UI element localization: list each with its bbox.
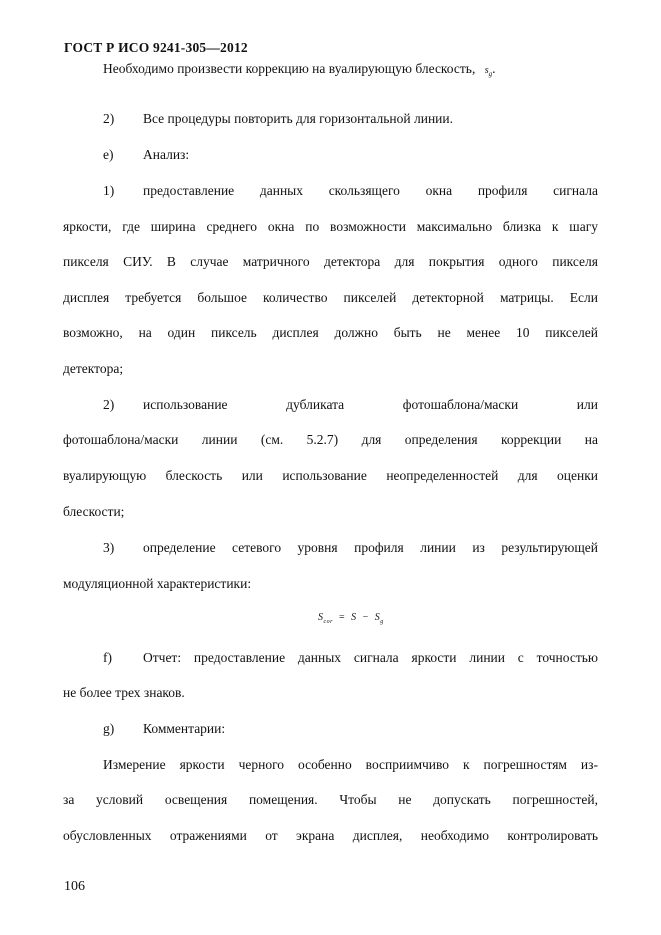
paragraph-line: вуалирующую блескость или использование неопределенностей для оценки — [63, 468, 598, 483]
paragraph-line: дисплея требуется большое количество пикселей детекторной матрицы. Если — [63, 290, 598, 305]
list-item-text: Комментарии: — [143, 721, 226, 736]
list-number: 2) — [103, 397, 115, 412]
list-item-text: предоставление данных скользящего окна профиля сигнала — [143, 183, 598, 198]
list-item-text: Анализ: — [143, 147, 190, 162]
page-number: 106 — [64, 879, 85, 894]
list-item-text: использование дубликата фотошаблона/маски или — [143, 397, 598, 412]
paragraph-line: Измерение яркости черного особенно восприимчиво к погрешностям из- — [103, 757, 598, 772]
paragraph-line: модуляционной характеристики: — [63, 576, 252, 591]
list-number: g) — [103, 721, 115, 736]
formula: $S_{cor} = S - S_g$ — [318, 612, 384, 625]
list-item-text: определение сетевого уровня профиля линии из результирующей — [143, 540, 598, 555]
paragraph-line: яркости, где ширина среднего окна по возможности максимально близка к шагу — [63, 219, 598, 234]
list-number: 2) — [103, 111, 115, 126]
paragraph-line: блескости; — [63, 504, 125, 519]
list-number: f) — [103, 650, 112, 665]
document-header: ГОСТ Р ИСО 9241-305—2012 — [64, 40, 248, 55]
list-number: 3) — [103, 540, 115, 555]
paragraph-line: не более трех знаков. — [63, 685, 185, 700]
paragraph-line: за условий освещения помещения. Чтобы не допускать погрешностей, — [63, 792, 598, 807]
paragraph-line: фотошаблона/маски линии (см. 5.2.7) для определения коррекции на — [63, 432, 598, 447]
paragraph-line: возможно, на один пиксель дисплея должно быть не менее 10 пикселей — [63, 325, 598, 340]
symbol: $s_g$ — [484, 65, 493, 78]
list-number: 1) — [103, 183, 115, 198]
list-item-text: Отчет: предоставление данных сигнала яркости линии с точностью — [143, 650, 598, 665]
paragraph-line: обусловленных отражениями от экрана дисплея, необходимо контролировать — [63, 828, 598, 843]
text: Необходимо произвести коррекцию на вуалирующую блескость, — [103, 61, 476, 76]
paragraph-line: Необходимо произвести коррекцию на вуалирующую блескость, $s_g$. — [103, 61, 496, 78]
paragraph-line: пикселя СИУ. В случае матричного детектора для покрытия одного пикселя — [63, 254, 598, 269]
list-item-text: Все процедуры повторить для горизонтальной линии. — [143, 111, 453, 126]
paragraph-line: детектора; — [63, 361, 124, 376]
list-number: e) — [103, 147, 114, 162]
